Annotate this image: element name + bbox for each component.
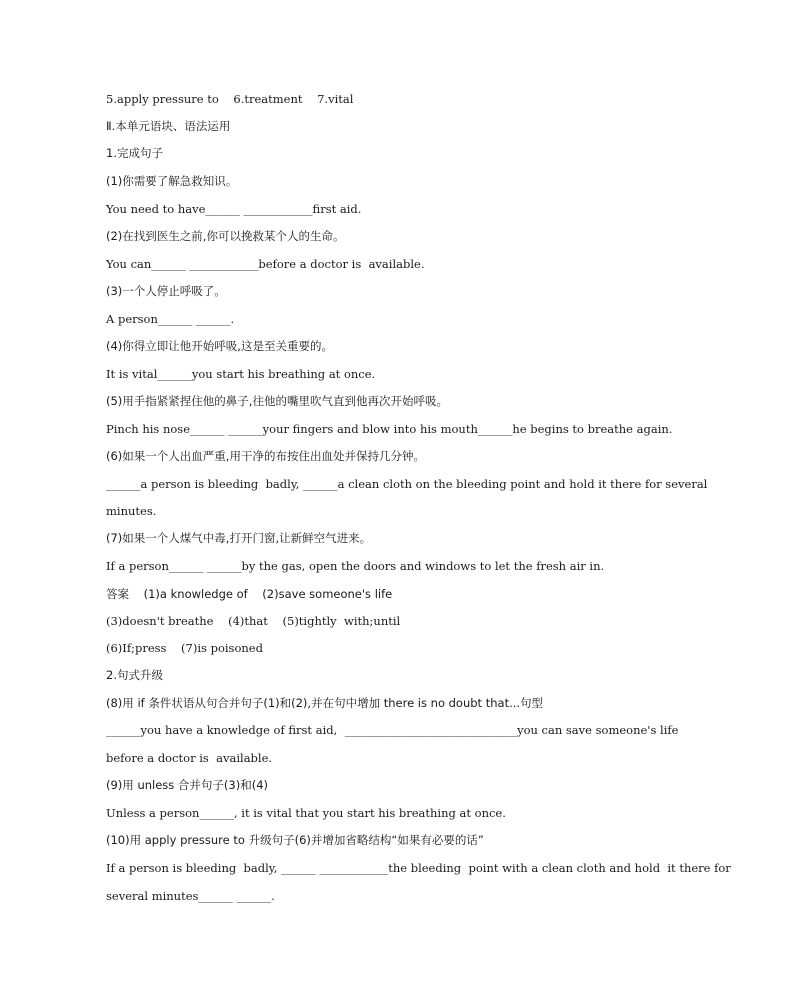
question-8-english-cont: before a doctor is available. [106,751,273,765]
answer-line-5-7: 5.apply pressure to 6.treatment 7.vital [106,92,354,106]
question-3-english: A person______ ______. [106,312,235,326]
question-10-english: If a person is bleeding badly, ______ ____________the bleeding point with a clean cloth and hold it there for [106,861,731,875]
question-10-instruction: (10)用 apply pressure to 升级句子(6)并增加省略结构“如果有必要的话” [106,833,484,847]
question-4-english: It is vital______you start his breathing at once. [106,367,376,381]
question-1-english: You need to have______ ____________first aid. [106,202,362,216]
question-8-english: ______you have a knowledge of first aid, ______________________________you can save someone's life [106,723,679,737]
answer-line-1: 答案 (1)a knowledge of (2)save someone's life [106,587,393,601]
answer-line-3: (6)If;press (7)is poisoned [106,641,263,655]
question-6-english-cont: minutes. [106,504,157,518]
question-5-english: Pinch his nose______ ______your fingers and blow into his mouth______he begins to breathe again. [106,422,673,436]
question-7-english: If a person______ ______by the gas, open the doors and windows to let the fresh air in. [106,559,605,573]
question-6-chinese: (6)如果一个人出血严重,用干净的布按住出血处并保持几分钟。 [106,449,425,463]
question-3-chinese: (3)一个人停止呼吸了。 [106,284,226,298]
answer-line-2: (3)doesn't breathe (4)that (5)tightly with;until [106,614,401,628]
section-heading-2: Ⅱ.本单元语块、语法运用 [106,119,231,133]
question-9-english: Unless a person______, it is vital that you start his breathing at once. [106,806,506,820]
question-8-instruction: (8)用 if 条件状语从句合并句子(1)和(2),并在句中增加 there is no doubt that...句型 [106,696,544,710]
question-5-chinese: (5)用手指紧紧捏住他的鼻子,往他的嘴里吹气直到他再次开始呼吸。 [106,394,448,408]
question-1-chinese: (1)你需要了解急救知识。 [106,174,238,188]
question-2-chinese: (2)在找到医生之前,你可以挽救某个人的生命。 [106,229,345,243]
question-4-chinese: (4)你得立即让他开始呼吸,这是至关重要的。 [106,339,333,353]
subsection-complete-sentences: 1.完成句子 [106,146,163,160]
question-7-chinese: (7)如果一个人煤气中毒,打开门窗,让新鲜空气进来。 [106,531,372,545]
question-2-english: You can______ ____________before a doctor is available. [106,257,425,271]
question-10-english-cont: several minutes______ ______. [106,889,275,903]
question-9-instruction: (9)用 unless 合并句子(3)和(4) [106,778,269,792]
subsection-sentence-upgrade: 2.句式升级 [106,668,163,682]
question-6-english: ______a person is bleeding badly, ______a clean cloth on the bleeding point and hold it there for several [106,477,708,491]
